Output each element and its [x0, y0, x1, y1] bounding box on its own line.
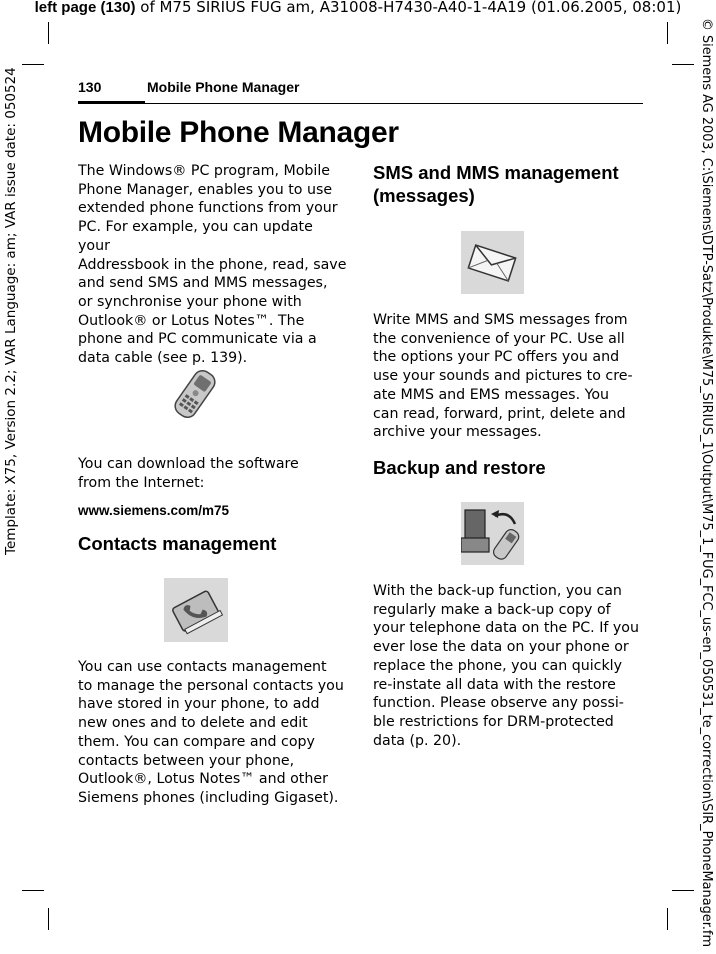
- sms-heading: SMS and MMS management (messages): [373, 162, 619, 206]
- page-title: Mobile Phone Manager: [78, 116, 399, 149]
- side-template-text: Template: X75, Version 2.2; VAR Language: am; VAR issue date: 050524: [3, 67, 19, 555]
- backup-heading: Backup and restore: [373, 457, 546, 478]
- sms-paragraph: Write MMS and SMS messages from the convenience of your PC. Use all the options your PC offers you and use your sounds and pictures to cre- ate MMS and EMS messages. You can read, forward, print, delete and archive your messages.: [373, 312, 633, 441]
- masthead-doc-ref: of M75 SIRIUS FUG am, A31008-H7430-A40-1-4A19 (01.06.2005, 08:01): [135, 0, 682, 16]
- phone-icon: [164, 363, 227, 426]
- header-rule: [145, 103, 643, 104]
- backup-restore-icon: [461, 502, 524, 565]
- backup-paragraph: With the back-up function, you can regularly make a back-up copy of your telephone data on the PC. If you ever lose the data on your phone or replace the phone, you can quickly re-instate all data with the restore function. Please observe any possi- ble restrictions for DRM-protected data (p. 20).: [373, 583, 639, 749]
- header-rule-thick: [78, 101, 145, 104]
- side-copyright-text: © Siemens AG 2003, C:\Siemens\DTP-Satz\Produkte\M75_SIRIUS_1\Output\M75_1_FUG_FCC_us-en_050531_te_correction\SIR_PhoneManager.fm: [699, 18, 714, 948]
- masthead-page-ref: left page (130): [34, 0, 136, 16]
- intro-paragraph: The Windows® PC program, Mobile Phone Manager, enables you to use extended phone functions from your PC. For example, you can update your Addressbook in the phone, read, save and send SMS and MMS messages, or synchronise your phone with Outlook® or Lotus Notes™. The phone and PC communicate via a data cable (see p. 139).: [78, 163, 347, 367]
- address-book-icon: [164, 578, 228, 642]
- contacts-paragraph: You can use contacts management to manage the personal contacts you have stored in your phone, to add new ones and to delete and edit them. You can compare and copy contacts between your phone, Outlook®, Lotus Notes™ and other Siemens phones (including Gigaset).: [78, 659, 344, 806]
- contacts-heading: Contacts management: [78, 533, 277, 554]
- download-paragraph: You can download the software from the Internet:: [78, 456, 299, 491]
- envelope-icon: [461, 231, 524, 294]
- running-header: Mobile Phone Manager: [147, 79, 300, 95]
- masthead: [0, 0, 716, 16]
- download-url[interactable]: www.siemens.com/m75: [78, 503, 230, 518]
- page-number: 130: [78, 79, 102, 95]
